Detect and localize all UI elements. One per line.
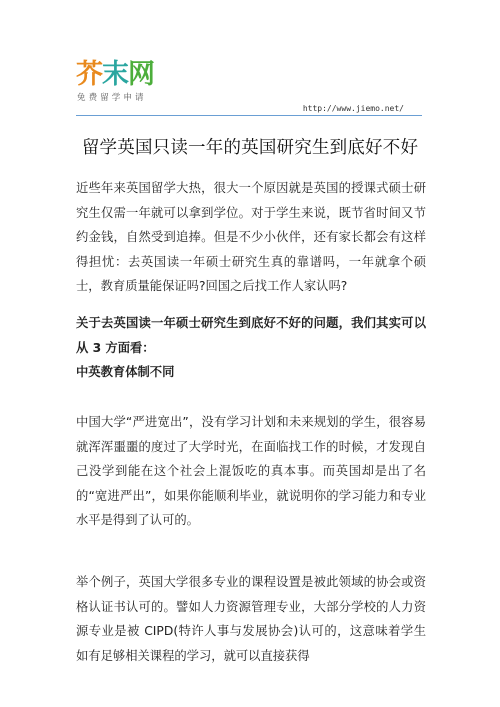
logo-char-3: 网	[128, 59, 154, 90]
header-divider	[76, 115, 422, 116]
section-lead: 关于去英国读一年硕士研究生到底好不好的问题，我们其实可以从 3 方面看：	[76, 316, 426, 355]
logo-char-1: 芥	[76, 59, 102, 90]
document-header	[0, 0, 500, 122]
site-url[interactable]: http://www.jiemo.net/	[302, 104, 404, 113]
section-heading: 中英教育体制不同	[76, 365, 175, 379]
intro-paragraph: 近些年来英国留学大热，很大一个原因就是英国的授课式硕士研究生仅需一年就可以拿到学位。对于学生来说，既节省时间又节约金钱，自然受到追捧。但是不少小伙伴，还有家长都会有这样得担忧：去英国读一年硕士研究生真的靠谱吗，一年就拿个硕士，教育质量能保证吗?回国之后找工作人家认吗?	[76, 181, 426, 294]
body-paragraph: 中国大学“严进宽出”，没有学习计划和未来规划的学生，很容易就浑浑噩噩的度过了大学时光，在面临找工作的时候，才发现自己没学到能在这个社会上混饭吃的真本事。而英国却是出了名的“宽进严出”，如果你能顺利毕业，就说明你的学习能力和专业水平是得到了认可的。	[76, 415, 426, 528]
logo-subtitle: 免费留学申请	[77, 93, 147, 103]
site-logo[interactable]	[76, 60, 176, 110]
logo-title	[76, 60, 154, 90]
logo-char-2: 末	[102, 59, 128, 90]
body-paragraph: 举个例子，英国大学很多专业的课程设置是被此领域的协会或资格认证书认可的。譬如人力资源管理专业，大部分学校的人力资源专业是被 CIPD(特许人事与发展协会)认可的，这意味着学生如有足够相关课程的学习，就可以直接获得	[76, 575, 426, 663]
document-title: 留学英国只读一年的英国研究生到底好不好	[81, 138, 419, 158]
